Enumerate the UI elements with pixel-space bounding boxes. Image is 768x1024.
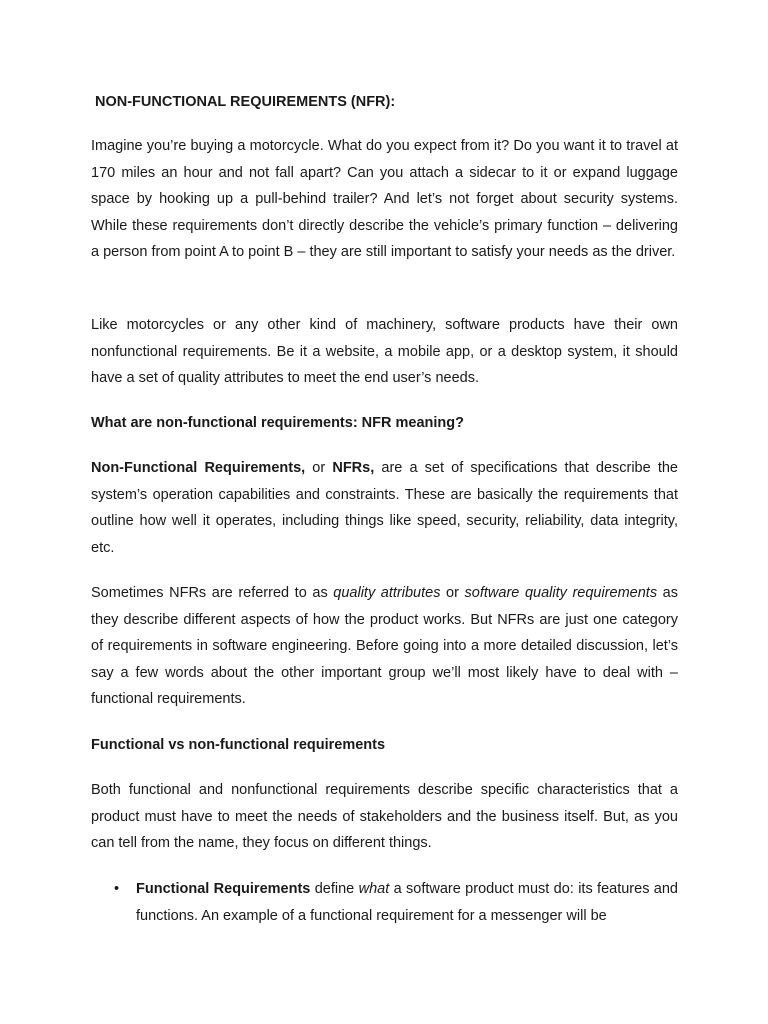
quality-attributes-italic: quality attributes bbox=[333, 585, 441, 601]
nfr-text-or: or bbox=[305, 460, 333, 476]
what-italic: what bbox=[358, 881, 390, 897]
nfrs-bold-term: NFRs, bbox=[332, 460, 375, 476]
functional-text-define: define bbox=[310, 881, 359, 897]
bullet-icon: • bbox=[114, 881, 120, 897]
heading-nfr-meaning: What are non-functional requirements: NFR meaning? bbox=[91, 415, 464, 431]
requirements-bullet-list bbox=[91, 876, 678, 929]
paragraph-nfr-definition bbox=[91, 455, 678, 561]
nfr-definition-text: are a set of specifications that describe the system’s operation capabilities and constraints. These are basically the requirements that outline how well it operates, including things like speed, security, reliability, data integrity, etc. bbox=[91, 460, 678, 556]
quality-text-or: or bbox=[440, 585, 465, 601]
quality-text-rest: as they describe different aspects of how the product works. But NFRs are just one category of requirements in software engineering. Before going into a more detailed discussion, let’s say a few words about the other important group we’ll most likely have to deal with – functional requirements. bbox=[91, 585, 678, 708]
nfr-bold-term: Non-Functional Requirements, bbox=[91, 460, 306, 476]
quality-text-start: Sometimes NFRs are referred to as bbox=[91, 585, 334, 601]
paragraph-software-products: Like motorcycles or any other kind of machinery, software products have their own nonfunctional requirements. Be it a website, a mobile app, or a desktop system, it should have a set of quality attributes to meet the end user’s needs. bbox=[91, 317, 678, 387]
functional-requirements-bold: Functional Requirements bbox=[136, 881, 311, 897]
paragraph-both-requirements: Both functional and nonfunctional requirements describe specific characteristics that a product must have to meet the needs of stakeholders and the business itself. But, as you can tell from the name, they focus on different things. bbox=[91, 782, 678, 852]
paragraph-quality-attributes bbox=[91, 580, 678, 713]
heading-functional-vs-nonfunctional: Functional vs non-functional requirements bbox=[91, 737, 386, 753]
functional-text-rest: a software product must do: its features and functions. An example of a functional requirement for a messenger will be bbox=[136, 881, 678, 924]
list-item-functional-requirements bbox=[91, 876, 678, 929]
paragraph-motorcycle: Imagine you’re buying a motorcycle. What do you expect from it? Do you want it to travel at 170 miles an hour and not fall apart? Can you attach a sidecar to it or expand luggage space by hooking up a pull-behind trailer? And let’s not forget about security systems. While these requirements don’t directly describe the vehicle’s primary function – delivering a person from point A to point B – they are still important to satisfy your needs as the driver. bbox=[91, 138, 678, 261]
software-quality-requirements-italic: software quality requirements bbox=[464, 585, 658, 601]
document-title: NON-FUNCTIONAL REQUIREMENTS (NFR): bbox=[95, 94, 396, 110]
